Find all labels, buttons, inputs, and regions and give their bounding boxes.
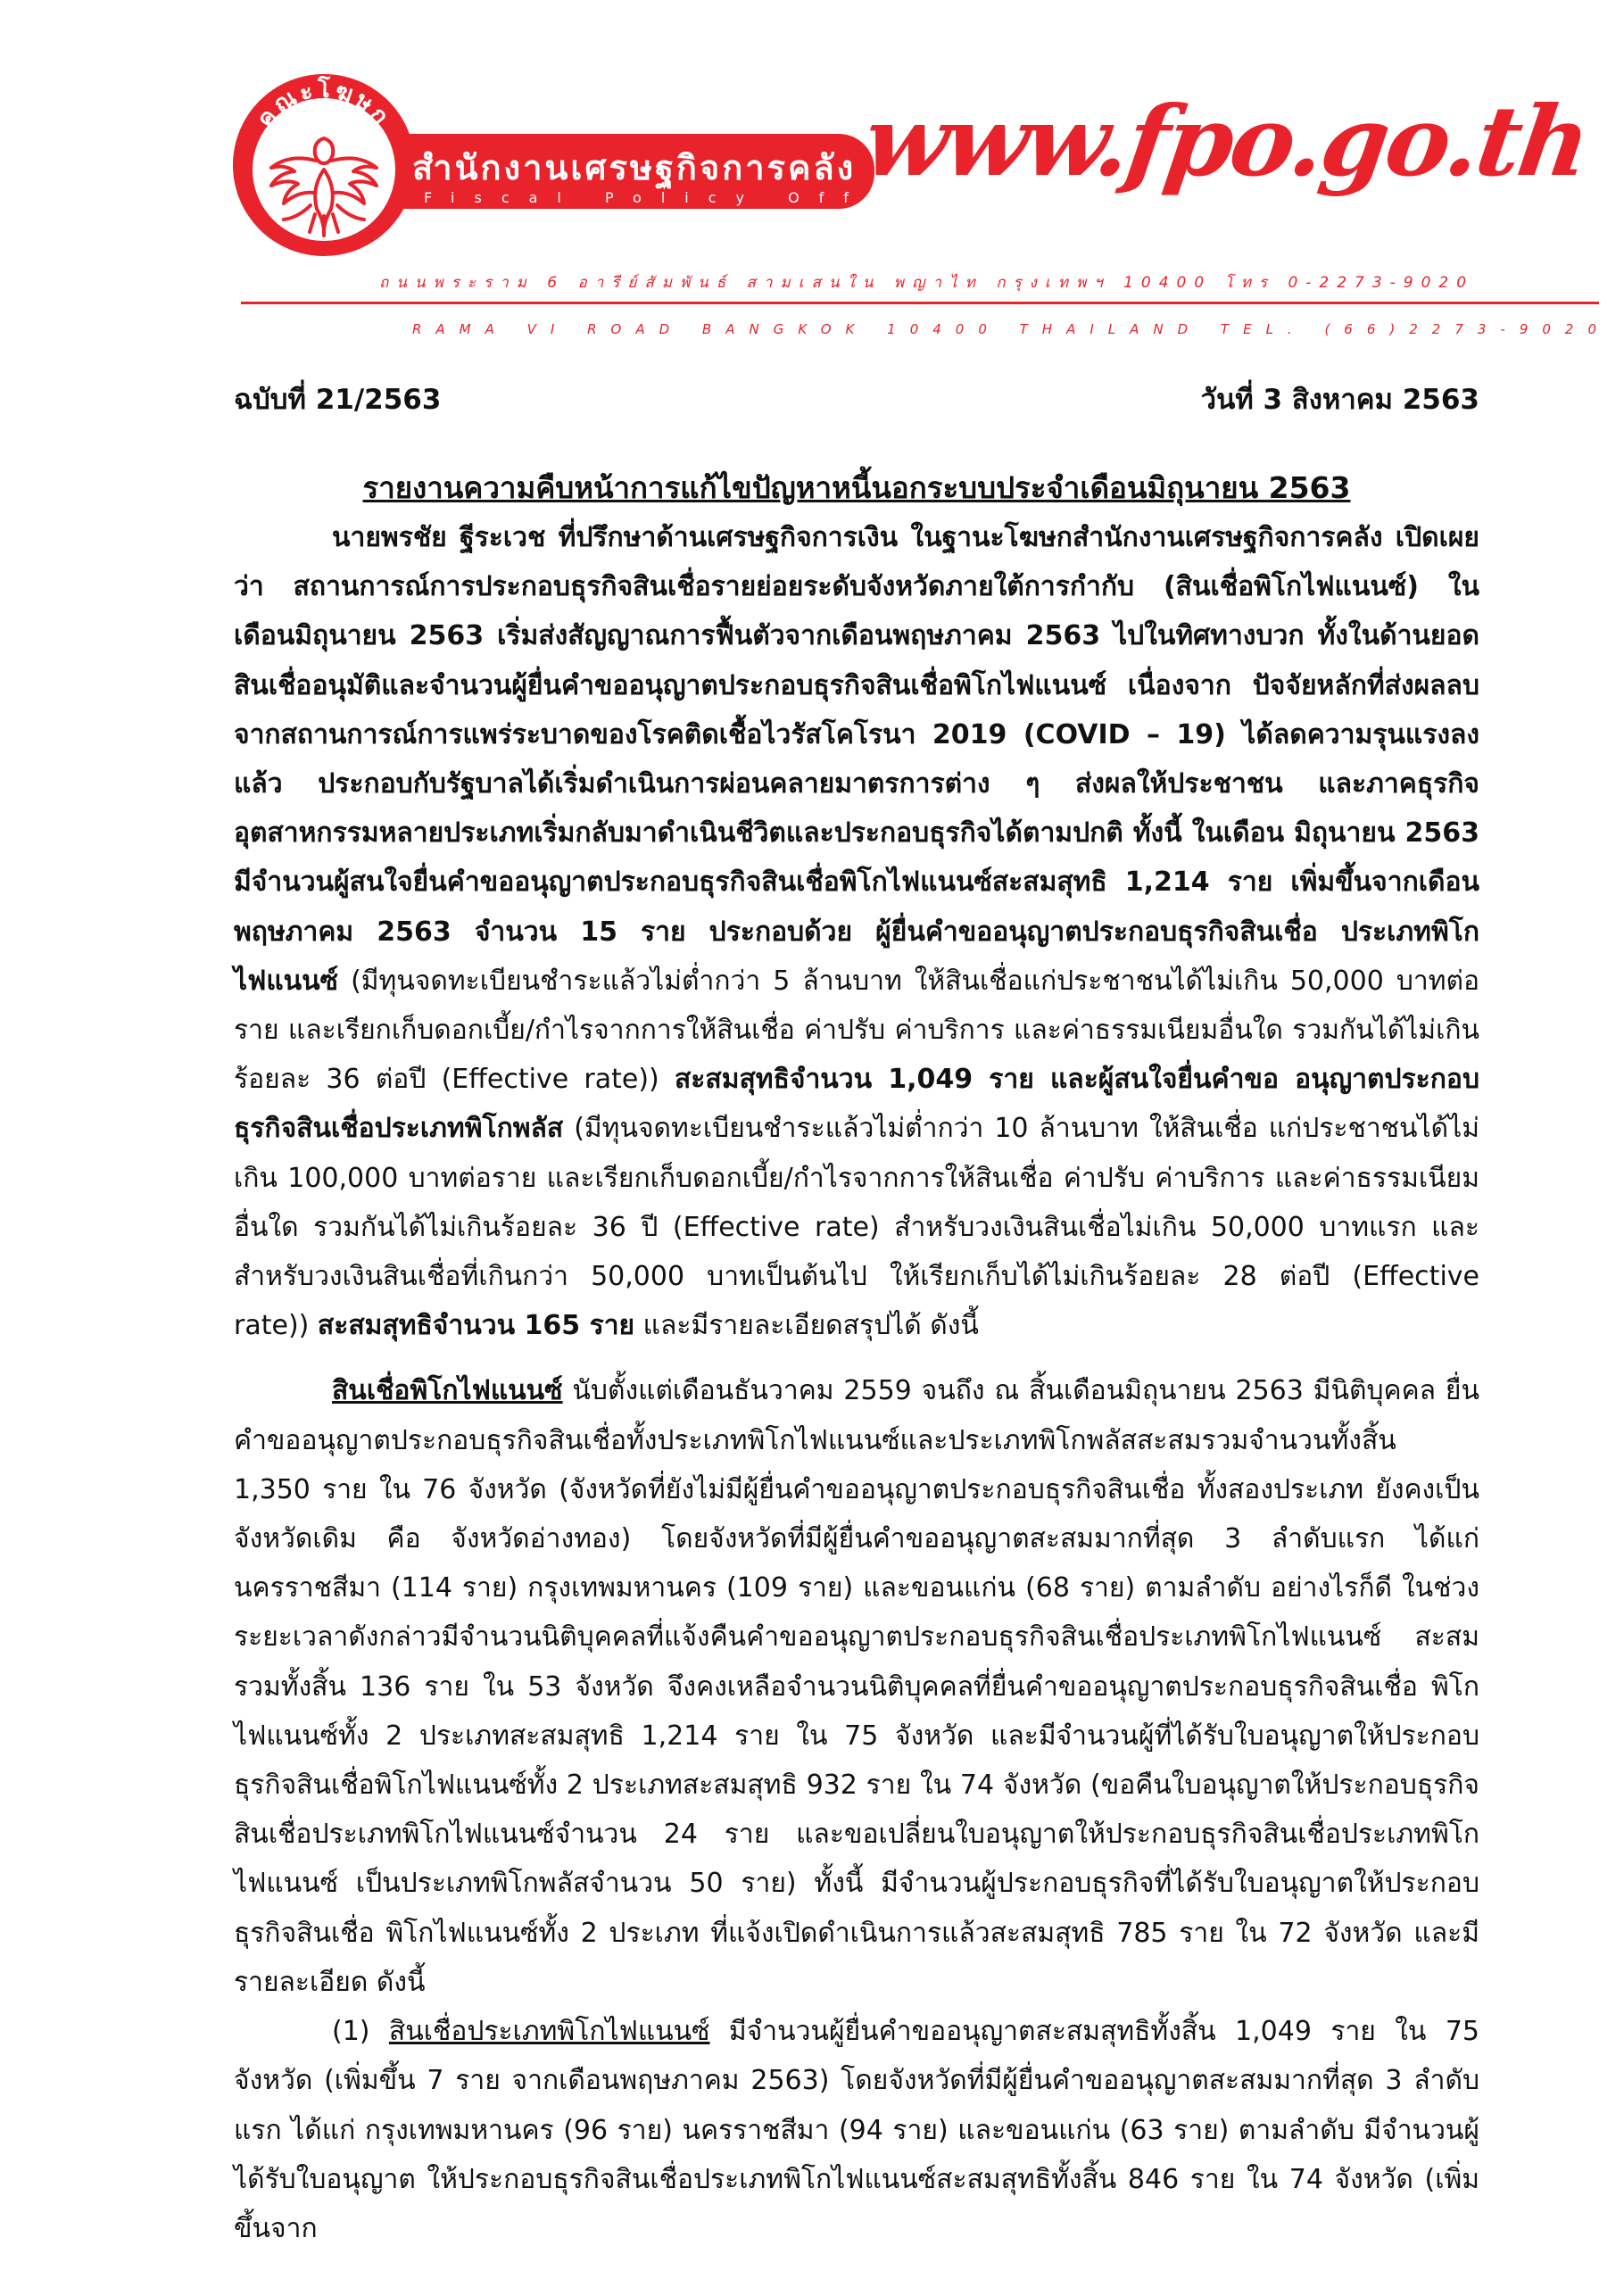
org-name-english: Fiscal Policy Office [424, 189, 949, 206]
org-name-thai: สำนักงานเศรษฐกิจการคลัง [412, 148, 857, 187]
website-link[interactable]: www.fpo.go.th [858, 86, 1595, 198]
intro-sentence-5: (มีทุนจดทะเบียนชำระแล้วไม่ต่ำกว่า 10 ล้านบาท ให้สินเชื่อ แก่ประชาชนได้ไม่เกิน 100,000 บาทต่อราย และเรียกเก็บดอกเบี้ย/กำไรจากการให้สินเชื่อ ค่าปรับ ค่าบริการ และค่าธรรมเนียมอื่นใด รวมกันได้ไม่เกินร้อยละ 36 ปี (Effective rate) สำหรับวงเงินสินเชื่อไม่เกิน 50,000 บาทแรก และสำหรับวงเงินสินเชื่อที่เกินกว่า 50,000 บาทเป็นต้นไป ให้เรียกเก็บได้ไม่เกินร้อยละ 28 ต่อปี (Effective rate)) [234, 1113, 1479, 1342]
address-english: RAMA VI ROAD BANGKOK 10400 THAILAND TEL. (66)2273-9020 [412, 321, 1612, 337]
header-divider [241, 302, 1599, 304]
intro-sentence-2: มีจำนวนผู้สนใจยื่นคำขออนุญาตประกอบธุรกิจสินเชื่อพิโกไฟแนนซ์สะสมสุทธิ 1,214 ราย เพิ่มขึ้นจากเดือนพฤษภาคม 2563 จำนวน 15 ราย ประกอบด้วย ผู้ยื่นคำขออนุญาตประกอบธุรกิจสินเชื่อ ประเภทพิโกไฟแนนซ์ [234, 866, 1479, 997]
garuda-seal-logo [230, 71, 418, 259]
letterhead [0, 0, 1624, 339]
intro-sentence-1: นายพรชัย ฐีระเวช ที่ปรึกษาด้านเศรษฐกิจการเงิน ในฐานะโฆษกสำนักงานเศรษฐกิจการคลัง เปิดเผยว่า สถานการณ์การประกอบธุรกิจสินเชื่อรายย่อยระดับจังหวัดภายใต้การกำกับ (สินเชื่อพิโกไฟแนนซ์) ในเดือนมิถุนายน 2563 เริ่มส่งสัญญาณการฟื้นตัวจากเดือนพฤษภาคม 2563 ไปในทิศทางบวก ทั้งในด้านยอดสินเชื่ออนุมัติและจำนวนผู้ยื่นคำขออนุญาตประกอบธุรกิจสินเชื่อพิโกไฟแนนซ์ เนื่องจาก ปัจจัยหลักที่ส่งผลลบจากสถานการณ์การแพร่ระบาดของโรคติดเชื้อไวรัสโคโรนา 2019 (COVID – 19) ได้ลดความรุนแรงลงแล้ว ประกอบกับรัฐบาลได้เริ่มดำเนินการผ่อนคลายมาตรการต่าง ๆ ส่งผลให้ประชาชน และภาคธุรกิจอุตสาหกรรมหลายประเภทเริ่มกลับมาดำเนินชีวิตและประกอบธุรกิจได้ตามปกติ ทั้งนี้ ในเดือน มิถุนายน 2563 [234, 522, 1479, 850]
intro-sentence-3: (มีทุนจดทะเบียนชำระแล้วไม่ต่ำกว่า 5 ล้านบาท ให้สินเชื่อแก่ประชาชนได้ไม่เกิน 50,000 บาทต่อราย และเรียกเก็บดอกเบี้ย/กำไรจากการให้สินเชื่อ ค่าปรับ ค่าบริการ และค่าธรรมเนียมอื่นใด รวมกันได้ไม่เกินร้อยละ 36 ต่อปี (Effective rate)) [234, 965, 1479, 1096]
document-body [234, 513, 1479, 2253]
paragraph-item-1 [234, 2007, 1479, 2253]
pico-finance-heading: สินเชื่อพิโกไฟแนนซ์ [332, 1375, 563, 1407]
svg-text:คณะโฆษก: คณะโฆษก [252, 76, 396, 133]
issue-date: วันที่ 3 สิงหาคม 2563 [1200, 384, 1479, 416]
address-thai: ถนนพระราม 6 อารีย์สัมพันธ์ สามเสนใน พญาไท กรุงเทพฯ 10400 โทร 0-2273-9020 [379, 274, 1475, 292]
intro-sentence-4: สะสมสุทธิจำนวน 1,049 ราย และผู้สนใจยื่นคำขอ อนุญาตประกอบธุรกิจสินเชื่อประเภทพิโกพลัส [234, 1064, 1479, 1145]
paragraph-pico-finance [234, 1366, 1479, 2007]
item-1-text: มีจำนวนผู้ยื่นคำขออนุญาตสะสมสุทธิทั้งสิ้น 1,049 ราย ใน 75 จังหวัด (เพิ่มขึ้น 7 ราย จากเดือนพฤษภาคม 2563) โดยจังหวัดที่มีผู้ยื่นคำขออนุญาตสะสมมากที่สุด 3 ลำดับแรก ได้แก่ กรุงเทพมหานคร (96 ราย) นครราชสีมา (94 ราย) และขอนแก่น (63 ราย) ตามลำดับ มีจำนวนผู้ได้รับใบอนุญาต ให้ประกอบธุรกิจสินเชื่อประเภทพิโกไฟแนนซ์สะสมสุทธิทั้งสิ้น 846 ราย ใน 74 จังหวัด (เพิ่มขึ้นจาก [234, 2016, 1480, 2244]
intro-sentence-7: และมีรายละเอียดสรุปได้ ดังนี้ [634, 1310, 979, 1342]
pico-finance-text: นับตั้งแต่เดือนธันวาคม 2559 จนถึง ณ สิ้นเดือนมิถุนายน 2563 มีนิติบุคคล ยื่นคำขออนุญาตประกอบธุรกิจสินเชื่อทั้งประเภทพิโกไฟแนนซ์และประเภทพิโกพลัสสะสมรวมจำนวนทั้งสิ้น 1,350 ราย ใน 76 จังหวัด (จังหวัดที่ยังไม่มีผู้ยื่นคำขออนุญาตประกอบธุรกิจสินเชื่อ ทั้งสองประเภท ยังคงเป็นจังหวัดเดิม คือ จังหวัดอ่างทอง) โดยจังหวัดที่มีผู้ยื่นคำขออนุญาตสะสมมากที่สุด 3 ลำดับแรก ได้แก่ นครราชสีมา (114 ราย) กรุงเทพมหานคร (109 ราย) และขอนแก่น (68 ราย) ตามลำดับ อย่างไรก็ดี ในช่วงระยะเวลาดังกล่าวมีจำนวนนิติบุคคลที่แจ้งคืนคำขออนุญาตประกอบธุรกิจสินเชื่อประเภทพิโกไฟแนนซ์ สะสมรวมทั้งสิ้น 136 ราย ใน 53 จังหวัด จึงคงเหลือจำนวนนิติบุคคลที่ยื่นคำขออนุญาตประกอบธุรกิจสินเชื่อ พิโกไฟแนนซ์ทั้ง 2 ประเภทสะสมสุทธิ 1,214 ราย ใน 75 จังหวัด และมีจำนวนผู้ที่ได้รับใบอนุญาตให้ประกอบ ธุรกิจสินเชื่อพิโกไฟแนนซ์ทั้ง 2 ประเภทสะสมสุทธิ 932 ราย ใน 74 จังหวัด (ขอคืนใบอนุญาตให้ประกอบธุรกิจ สินเชื่อประเภทพิโกไฟแนนซ์จำนวน 24 ราย และขอเปลี่ยนใบอนุญาตให้ประกอบธุรกิจสินเชื่อประเภทพิโกไฟแนนซ์ เป็นประเภทพิโกพลัสจำนวน 50 ราย) ทั้งนี้ มีจำนวนผู้ประกอบธุรกิจที่ได้รับใบอนุญาตให้ประกอบธุรกิจสินเชื่อ พิโกไฟแนนซ์ทั้ง 2 ประเภท ที่แจ้งเปิดดำเนินการแล้วสะสมสุทธิ 785 ราย ใน 72 จังหวัด และมีรายละเอียด ดังนี้ [234, 1375, 1479, 1998]
issue-number: ฉบับที่ 21/2563 [234, 384, 442, 416]
paragraph-intro [234, 513, 1479, 1350]
report-title: รายงานความคืบหน้าการแก้ไขปัญหาหนี้นอกระบบประจำเดือนมิถุนายน 2563 [362, 470, 1351, 505]
intro-sentence-6: สะสมสุทธิจำนวน 165 ราย [317, 1310, 635, 1342]
item-1-heading: สินเชื่อประเภทพิโกไฟแนนซ์ [388, 2016, 710, 2048]
item-1-number: (1) [332, 2016, 389, 2048]
